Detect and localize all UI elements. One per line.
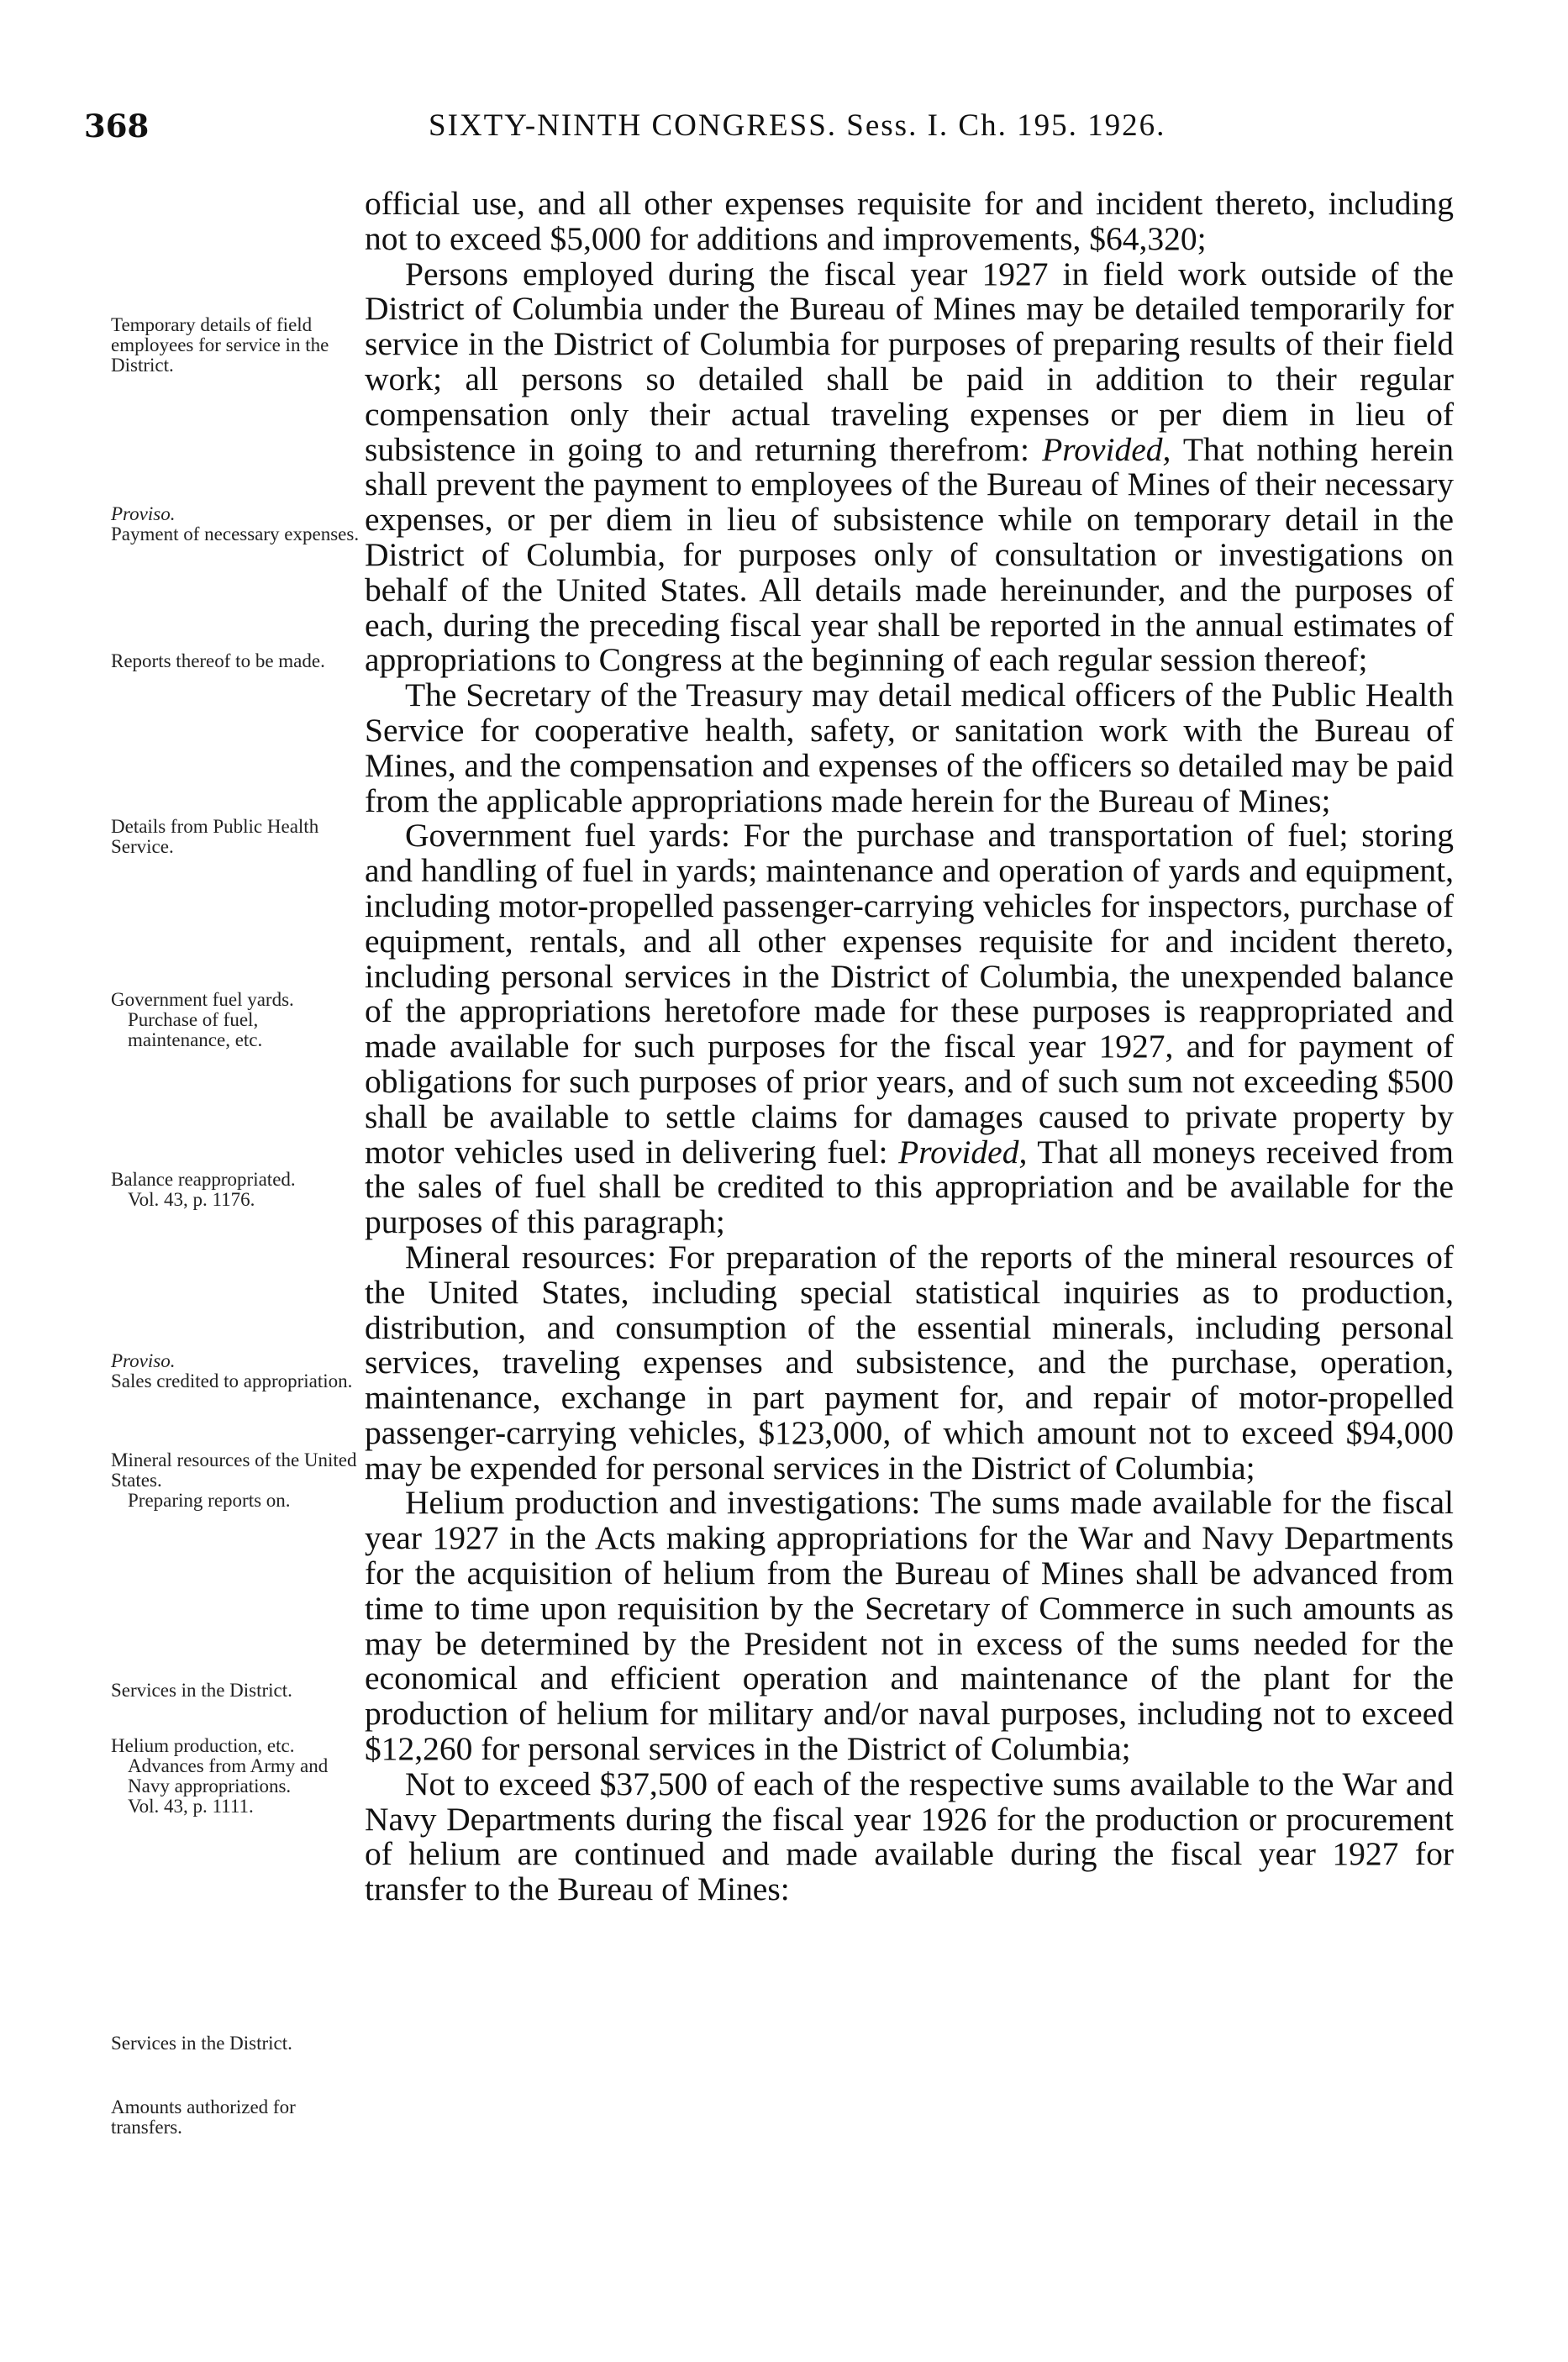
margin-note-proviso: Proviso. — [111, 1350, 176, 1371]
margin-note-reports — [111, 651, 365, 671]
margin-note-text: Helium production, etc. — [111, 1735, 295, 1756]
margin-note-text: Advances from Army and Navy appropriations. — [128, 1755, 329, 1796]
paragraph-transfers: Not to exceed $37,500 of each of the respective sums available to the War and Navy Departments during the fiscal year 1926 for the production or procurement of helium are continued and made available during the fiscal year 1927 for transfer to the Bureau of Mines: — [365, 1765, 1454, 1908]
paragraph-fuel-yards — [365, 818, 1454, 1240]
page-header — [84, 108, 1429, 158]
margin-note-services-2 — [111, 2033, 365, 2054]
body-text — [365, 187, 1454, 1907]
paragraph-field-details — [365, 257, 1454, 679]
proviso-label: Provided, — [898, 1133, 1028, 1170]
margin-note-text: Payment of necessary expenses. — [111, 523, 360, 544]
margin-note-text: Services in the District. — [111, 2033, 292, 2054]
margin-note-temporary-details — [111, 315, 365, 376]
margin-note-proviso-payment — [111, 504, 365, 544]
margin-note-helium — [111, 1736, 365, 1817]
proviso-label: Provided, — [1042, 430, 1171, 468]
margin-note-text: Mineral resources of the United States. — [111, 1449, 357, 1491]
paragraph-helium: Helium production and investigations: The sums made available for the fiscal year 1927 in the Acts making appropriations for the War and Navy Departments for the acquisition of helium from the Bureau of Mines shall be advanced from time to time upon requisition by the Secretary of Commerce in such amounts as may be determined by the President not in excess of the sums needed for the economical and efficient operation and maintenance of the plant for the production of helium for military and/or naval purposes, including not to exceed $12,260 for personal services in the District of Columbia; — [365, 1484, 1454, 1768]
margin-note-fuel-yards — [111, 990, 365, 1050]
margin-note-mineral-resources — [111, 1450, 365, 1511]
margin-note-text: Services in the District. — [111, 1680, 292, 1701]
margin-note-text: Reports thereof to be made. — [111, 650, 325, 671]
margin-note-public-health — [111, 817, 365, 857]
paragraph-field-details-proviso: That nothing herein shall prevent the payment to employees of the Bureau of Mines of their necessary expenses, or per diem in lieu of subsistence while on temporary detail in the District of Columbia, for purposes only of consultation or investigations on behalf of the United States. All details made hereinunder, and the purposes of each, during the preceding fiscal year shall be reported in the annual estimates of appropriations to Congress at the beginning of each regular session thereof; — [365, 430, 1454, 679]
margin-note-text: Preparing reports on. — [128, 1490, 291, 1511]
paragraph-fuel-yards-text: Government fuel yards: For the purchase and transportation of fuel; storing and handling of fuel in yards; maintenance and operation of yards and equipment, including motor-propelled passenger-carrying vehicles for inspectors, purchase of equipment, rentals, and all other expenses requisite for and incident thereto, including personal services in the District of Columbia, the unexpended balance of the appropriations heretofore made for these purposes is reappropriated and made available for such purposes for the fiscal year 1927, and for payment of obligations for such purposes of prior years, and of such sum not exceeding $500 shall be available to settle claims for damages caused to private property by motor vehicles used in delivering fuel: — [365, 817, 1454, 1170]
paragraph-field-details-text: Persons employed during the fiscal year 1927 in field work outside of the District of Columbia under the Bureau of Mines may be detailed temporarily for service in the District of Columbia for purposes of preparing results of their field work; all persons so detailed shall be paid in addition to their regular compensation only their actual traveling expenses or per diem in lieu of subsistence in going to and returning therefrom: — [365, 255, 1454, 468]
paragraph-fuel-yards-proviso: That all moneys received from the sales of fuel shall be credited to this appropriation and be available for the purposes of this paragraph; — [365, 1133, 1454, 1241]
margin-note-text: Sales credited to appropriation. — [111, 1370, 353, 1391]
margin-note-text: Government fuel yards. — [111, 989, 294, 1010]
margin-note-text: Balance reappropriated. — [111, 1169, 296, 1190]
paragraph-public-health: The Secretary of the Treasury may detail medical officers of the Public Health Service for cooperative health, safety, or sanitation work with the Bureau of Mines, and the compensation and expenses of the officers so detailed may be paid from the applicable appropriations made herein for the Bureau of Mines; — [365, 676, 1454, 819]
paragraph-mineral-resources: Mineral resources: For preparation of the reports of the mineral resources of the United States, including special statistical inquiries as to production, distribution, and consumption of the essential minerals, including personal services, traveling expenses and subsistence, and the purchase, operation, maintenance, exchange in part payment for, and repair of motor-propelled passenger-carrying vehicles, $123,000, of which amount not to exceed $94,000 may be expended for personal services in the District of Columbia; — [365, 1238, 1454, 1486]
margin-note-text: Temporary details of field employees for service in the District. — [111, 314, 329, 376]
margin-note-text: Purchase of fuel, maintenance, etc. — [128, 1009, 263, 1050]
page-number: 368 — [84, 108, 150, 145]
running-head: SIXTY-NINTH CONGRESS. Sess. I. Ch. 195. 1926. — [429, 108, 1166, 143]
margin-note-services-1 — [111, 1681, 365, 1701]
margin-note-balance — [111, 1170, 365, 1210]
margin-note-transfers — [111, 2097, 365, 2138]
margin-note-text: Details from Public Health Service. — [111, 816, 319, 857]
margin-note-citation: Vol. 43, p. 1176. — [128, 1189, 255, 1210]
margin-note-citation: Vol. 43, p. 1111. — [128, 1796, 254, 1817]
margin-note-proviso: Proviso. — [111, 503, 176, 524]
margin-note-text: Amounts authorized for transfers. — [111, 2096, 296, 2138]
margin-note-proviso-sales — [111, 1351, 365, 1391]
paragraph-continuation: official use, and all other expenses requisite for and incident thereto, including not to exceed $5,000 for additions and improvements, $64,320; — [365, 185, 1454, 257]
